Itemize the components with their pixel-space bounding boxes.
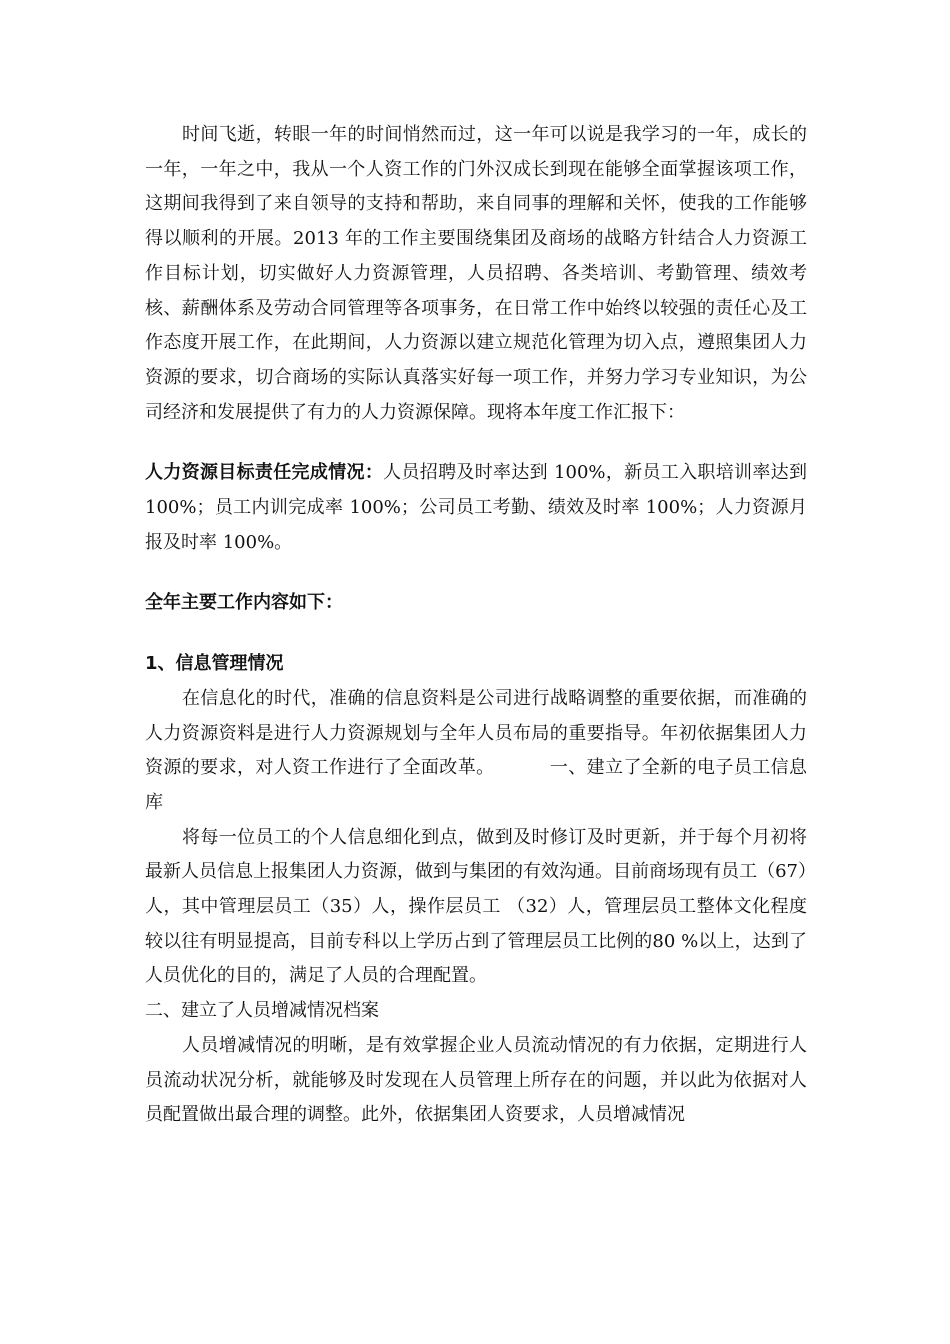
intro-paragraph [145,118,807,430]
targets-paragraph [145,456,807,560]
section1-heading: 1、信息管理情况 [145,653,284,675]
section1-paragraph3: 人员增减情况的明晰，是有效掌握企业人员流动情况的有力依据，定期进行人员流动状况分析，就能够及时发现在人员管理上所存在的问题，并以此为依据对人员配置做出最合理的调整。此外，依据集团人资要求，人员增减情况 [145,1034,807,1126]
targets-label: 人力资源目标责任完成情况： [145,462,384,484]
intro-text-part1: 时间飞逝，转眼一年的时间悄然而过，这一年可以说是我学习的一年，成长的一年，一年之中，我从一个人资工作的门外汉成长到现在能够全面掌握该项工作，这期间我得到了来自领导的支持和帮助，来自同事的理解和关怀，使我的工作能够得以顺利的开展。2013 年的工作 [145,124,807,250]
intro-text-part2: 主要围绕集团及商场的战略方针结合人力资源工作目标计划，切实做好人力资源管理，人员招聘、各类培训、考勤管理、绩效考核、薪酬体系及劳动合同管理等各项事务 [145,228,808,319]
main-heading: 全年主要工作内容如下： [145,592,343,614]
sub2-title: 二、建立了人员增减情况档案 [145,1000,379,1022]
sub1-title: 一、建立了全新的电子员工信息库 [145,757,807,813]
targets-text: 人员招聘及时率达到 100%，新员工入职培训率达到 100%；员工内训完成率 100%；公司员工考勤、绩效及时率 100%；人力资源月报及时率 100%。 [145,462,807,553]
document-page [145,118,807,1133]
section1-paragraph1 [145,682,807,821]
intro-text-part3: ，在日常工作中始终以较强的责任心及工作态度开展工作，在此期间，人力资源以建立规范化管理为切入点，遵照集团人力资源的要求，切合商场的实际认真落实好每一项工作，并努力学习专业知识，为公司经济和发展提供了有力的人力资源保障。现将本年度工作汇报下： [145,297,808,423]
section1-para1-text: 在信息化的时代，准确的信息资料是公司进行战略调整的重要依据，而准确的人力资源资料是进行人力资源规划与全年人员布局的重要指导。年初依据集团人力资源的要求，对人资工作进行了全面改革。 [145,687,807,779]
section1-paragraph2: 将每一位员工的个人信息细化到点，做到及时修订及时更新，并于每个月初将最新人员信息上报集团人力资源，做到与集团的有效沟通。目前商场现有员工（67）人，其中管理层员工（35）人，操作层员工 （32）人，管理层员工整体文化程度较以往有明显提高，目前专科以上学历占到了管理层员工比例的80 %以上，达到了人员优化的目的，满足了人员的合理配置。 [145,826,807,987]
